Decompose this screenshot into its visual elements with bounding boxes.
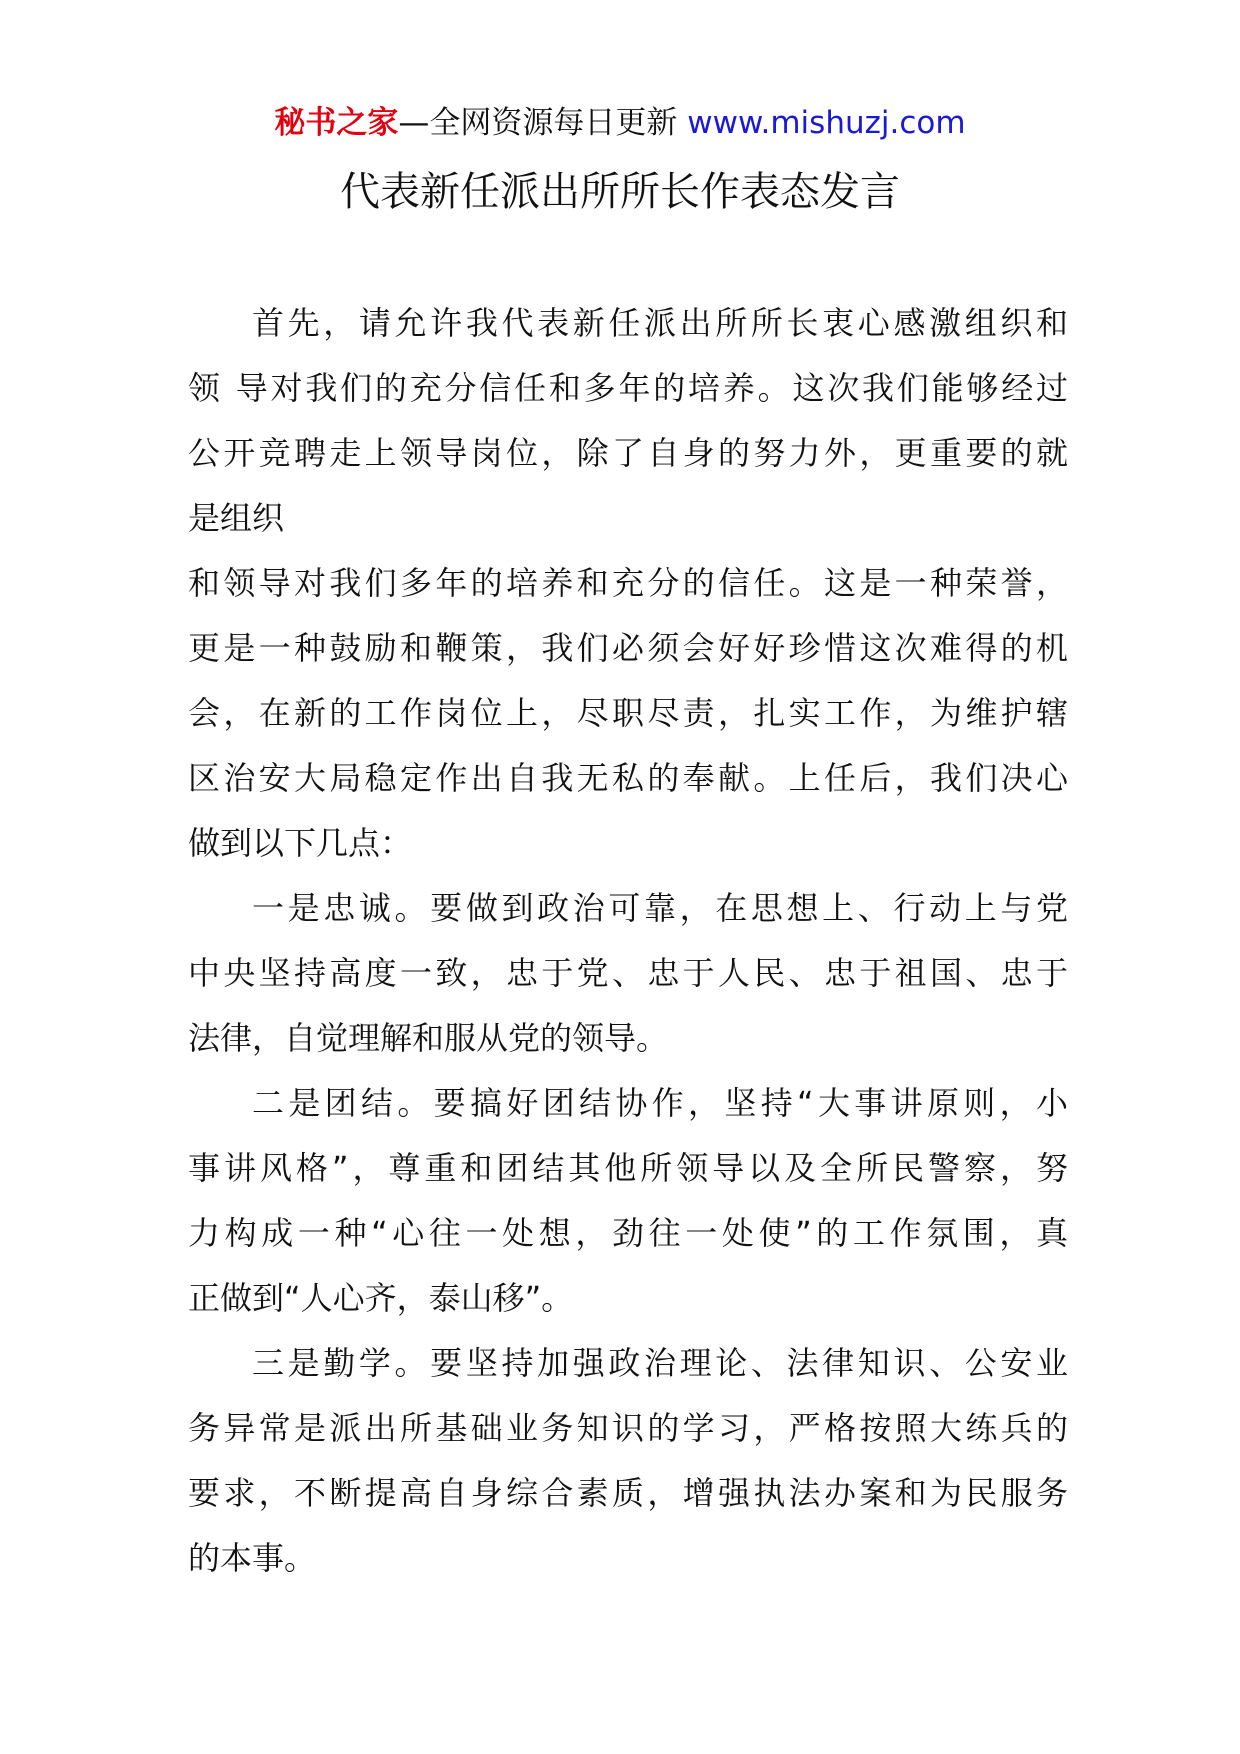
site-url-link[interactable]: www.mishuzj.com bbox=[687, 105, 966, 141]
text-line: 二是团结。要搞好团结协作，坚持“大事讲原则，小 bbox=[252, 1084, 1068, 1122]
paragraph-4 bbox=[188, 1071, 1068, 1331]
text-line: 是组织 bbox=[188, 499, 285, 537]
paragraph-5 bbox=[188, 1331, 1068, 1591]
text-line: 法律，自觉理解和服从党的领导。 bbox=[188, 1019, 669, 1057]
paragraph-2 bbox=[188, 551, 1068, 876]
document-body bbox=[188, 291, 1068, 1591]
text-line: 首先，请允许我代表新任派出所所长衷心感激组织和 bbox=[252, 304, 1068, 342]
brand-name: 秘书之家 bbox=[274, 105, 399, 141]
paragraph-1 bbox=[188, 291, 1068, 551]
text-line: 公开竞聘走上领导岗位，除了自身的努力外，更重要的就 bbox=[188, 434, 1068, 472]
text-line: 会，在新的工作岗位上，尽职尽责，扎实工作，为维护辖 bbox=[188, 694, 1068, 732]
text-line: 和领导对我们多年的培养和充分的信任。这是一种荣誉， bbox=[188, 564, 1068, 602]
header-slogan: —全网资源每日更新 bbox=[398, 105, 678, 141]
text-line: 三是勤学。要坚持加强政治理论、法律知识、公安业 bbox=[252, 1344, 1068, 1382]
text-line: 一是忠诚。要做到政治可靠，在思想上、行动上与党 bbox=[252, 889, 1068, 927]
paragraph-3 bbox=[188, 876, 1068, 1071]
text-line: 事讲风格”，尊重和团结其他所领导以及全所民警察，努 bbox=[188, 1149, 1068, 1187]
text-line: 中央坚持高度一致，忠于党、忠于人民、忠于祖国、忠于 bbox=[188, 954, 1068, 992]
text-line: 领 导对我们的充分信任和多年的培养。这次我们能够经过 bbox=[188, 369, 1068, 407]
text-line: 更是一种鼓励和鞭策，我们必须会好好珍惜这次难得的机 bbox=[188, 629, 1068, 667]
text-line: 要求，不断提高自身综合素质，增强执法办案和为民服务 bbox=[188, 1474, 1068, 1512]
text-line: 做到以下几点： bbox=[188, 824, 413, 862]
site-header bbox=[0, 102, 1240, 144]
text-line: 正做到“人心齐，泰山移”。 bbox=[188, 1279, 574, 1317]
text-line: 力构成一种“心往一处想，劲往一处使”的工作氛围，真 bbox=[188, 1214, 1068, 1252]
text-line: 的本事。 bbox=[188, 1539, 317, 1577]
text-line: 务异常是派出所基础业务知识的学习，严格按照大练兵的 bbox=[188, 1409, 1068, 1447]
document-title: 代表新任派出所所长作表态发言 bbox=[340, 169, 900, 215]
text-line: 区治安大局稳定作出自我无私的奉献。上任后，我们决心 bbox=[188, 759, 1068, 797]
